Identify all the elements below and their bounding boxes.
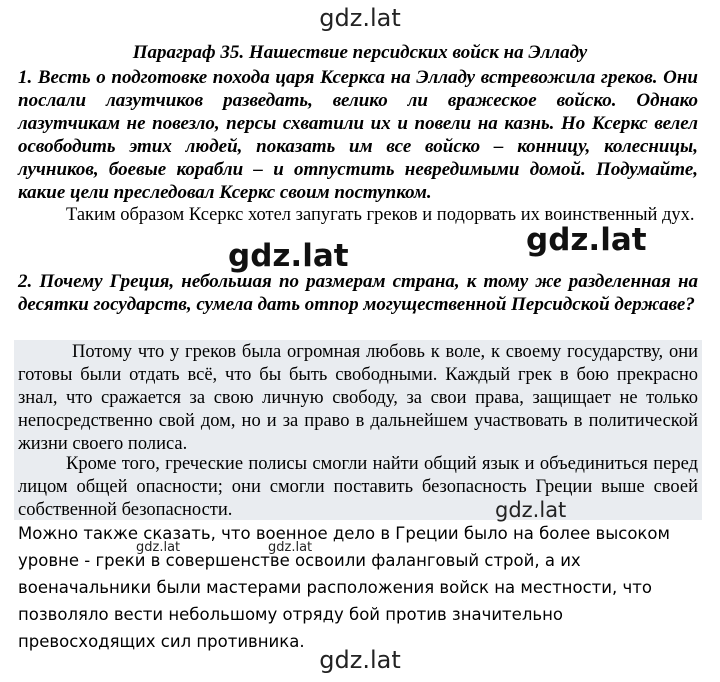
answer-2-paragraph-1: Потому что у греков была огромная любовь к воле, к своему государству, они готовы были отдать всё, что бы быть свободными. Каждый грек в бою прекрасно знал, что сражается за свою личную свободу, за свои права, защищает не только непосредственно свой дом, но и за право в дальнейшем участвовать в политической жизни своего полиса. <box>18 342 698 454</box>
watermark-bottom: gdz.lat <box>319 646 401 674</box>
watermark-inline-1: gdz.lat <box>136 540 181 555</box>
watermark-inline-2: gdz.lat <box>268 540 313 555</box>
question-1: 1. Весть о подготовке похода царя Ксеркса на Элладу встревожила греков. Они послали лазутчиков разведать, велико ли вражеское войско. Однако лазутчикам не повезло, персы схватили их и повели на казнь. Но Ксеркс велел освободить этих людей, показать им все войско – конницу, колесницы, лучников, боевые корабли – и отпустить невредимыми домой. Подумайте, какие цели преследовал Ксеркс своим поступком. <box>18 67 698 203</box>
answer-2-extra: Можно также сказать, что военное дело в Греции было на более высоком уровне - греки в совершенстве освоили фаланговый строй, а их военачальники были мастерами расположения войск на местности, что позволяло вести небольшому отряду бой против значительно превосходящих сил противника. <box>18 524 670 651</box>
watermark-middle-left: gdz.lat <box>228 238 349 274</box>
watermark-middle-right: gdz.lat <box>526 222 647 258</box>
watermark-lower-right: gdz.lat <box>495 498 567 522</box>
answer-2-paragraph-2: Кроме того, греческие полисы смогли найти общий язык и объединиться перед лицом общей опасности; они смогли поставить безопасность Греции выше своей собственной безопасности. <box>18 454 698 520</box>
watermark-top: gdz.lat <box>319 4 401 32</box>
answer-1: Таким образом Ксеркс хотел запугать греков и подорвать их воинственный дух. <box>66 205 695 225</box>
paragraph-title: Параграф 35. Нашествие персидских войск на Элладу <box>132 42 588 63</box>
question-2: 2. Почему Греция, небольшая по размерам страна, к тому же разделенная на десятки государств, сумела дать отпор могущественной Персидской державе? <box>18 271 698 315</box>
